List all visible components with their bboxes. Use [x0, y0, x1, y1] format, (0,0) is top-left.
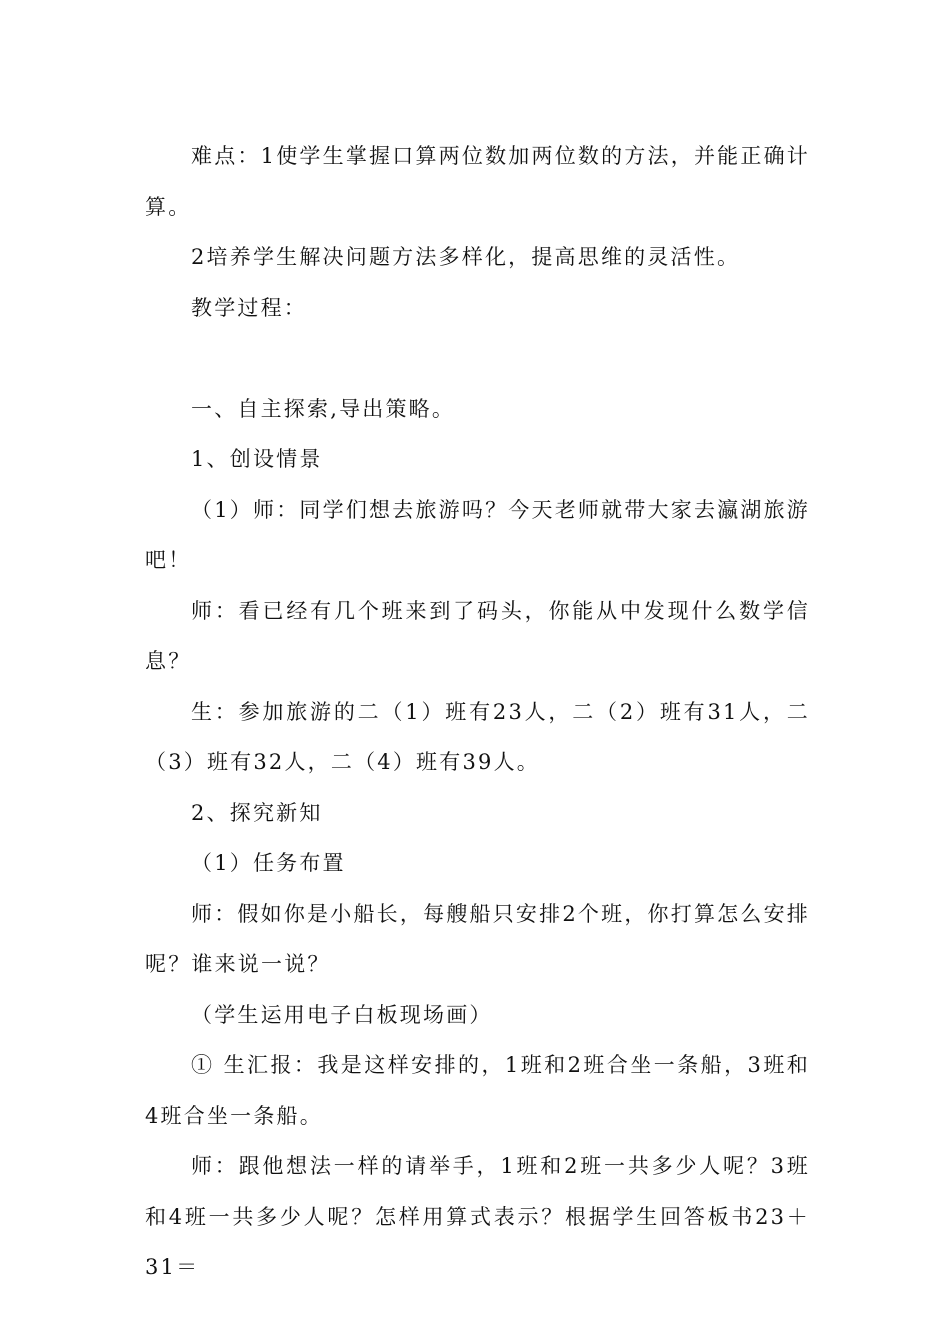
student-activity-note: （学生运用电子白板现场画）: [191, 1002, 493, 1027]
difficulty-paragraph: 难点：1使学生掌握口算两位数加两位数的方法，并能正确计算。: [145, 144, 810, 219]
section-heading-explore: 一、自主探索,导出策略。: [191, 396, 456, 421]
blank-line: [145, 333, 810, 384]
student-report-1: ① 生汇报：我是这样安排的，1班和2班合坐一条船，3班和4班合坐一条船。: [145, 1053, 810, 1128]
difficulty-point-2: 2培养学生解决问题方法多样化，提高思维的灵活性。: [191, 245, 741, 269]
teacher-question-totals: 师：跟他想法一样的请举手，1班和2班一共多少人呢？3班和4班一共多少人呢？怎样用算式表示？根据学生回答板书23＋31＝: [145, 1154, 810, 1279]
student-answer-classes: 生：参加旅游的二（1）班有23人，二（2）班有31人，二（3）班有32人，二（4）班有39人。: [145, 699, 810, 774]
document-body: [145, 131, 810, 1293]
task-assignment-heading: （1）任务布置: [191, 851, 346, 875]
teacher-question-info: 师：看已经有几个班来到了码头，你能从中发现什么数学信息？: [145, 598, 810, 673]
teacher-question-travel: （1）师：同学们想去旅游吗？今天老师就带大家去瀛湖旅游吧！: [145, 497, 810, 572]
teacher-question-boats: 师：假如你是小船长，每艘船只安排2个班，你打算怎么安排呢？谁来说一说？: [145, 901, 810, 976]
teaching-process-heading: 教学过程：: [191, 295, 307, 320]
subsection-heading-scenario: 1、创设情景: [191, 447, 323, 471]
subsection-heading-new-knowledge: 2、探究新知: [191, 800, 323, 825]
